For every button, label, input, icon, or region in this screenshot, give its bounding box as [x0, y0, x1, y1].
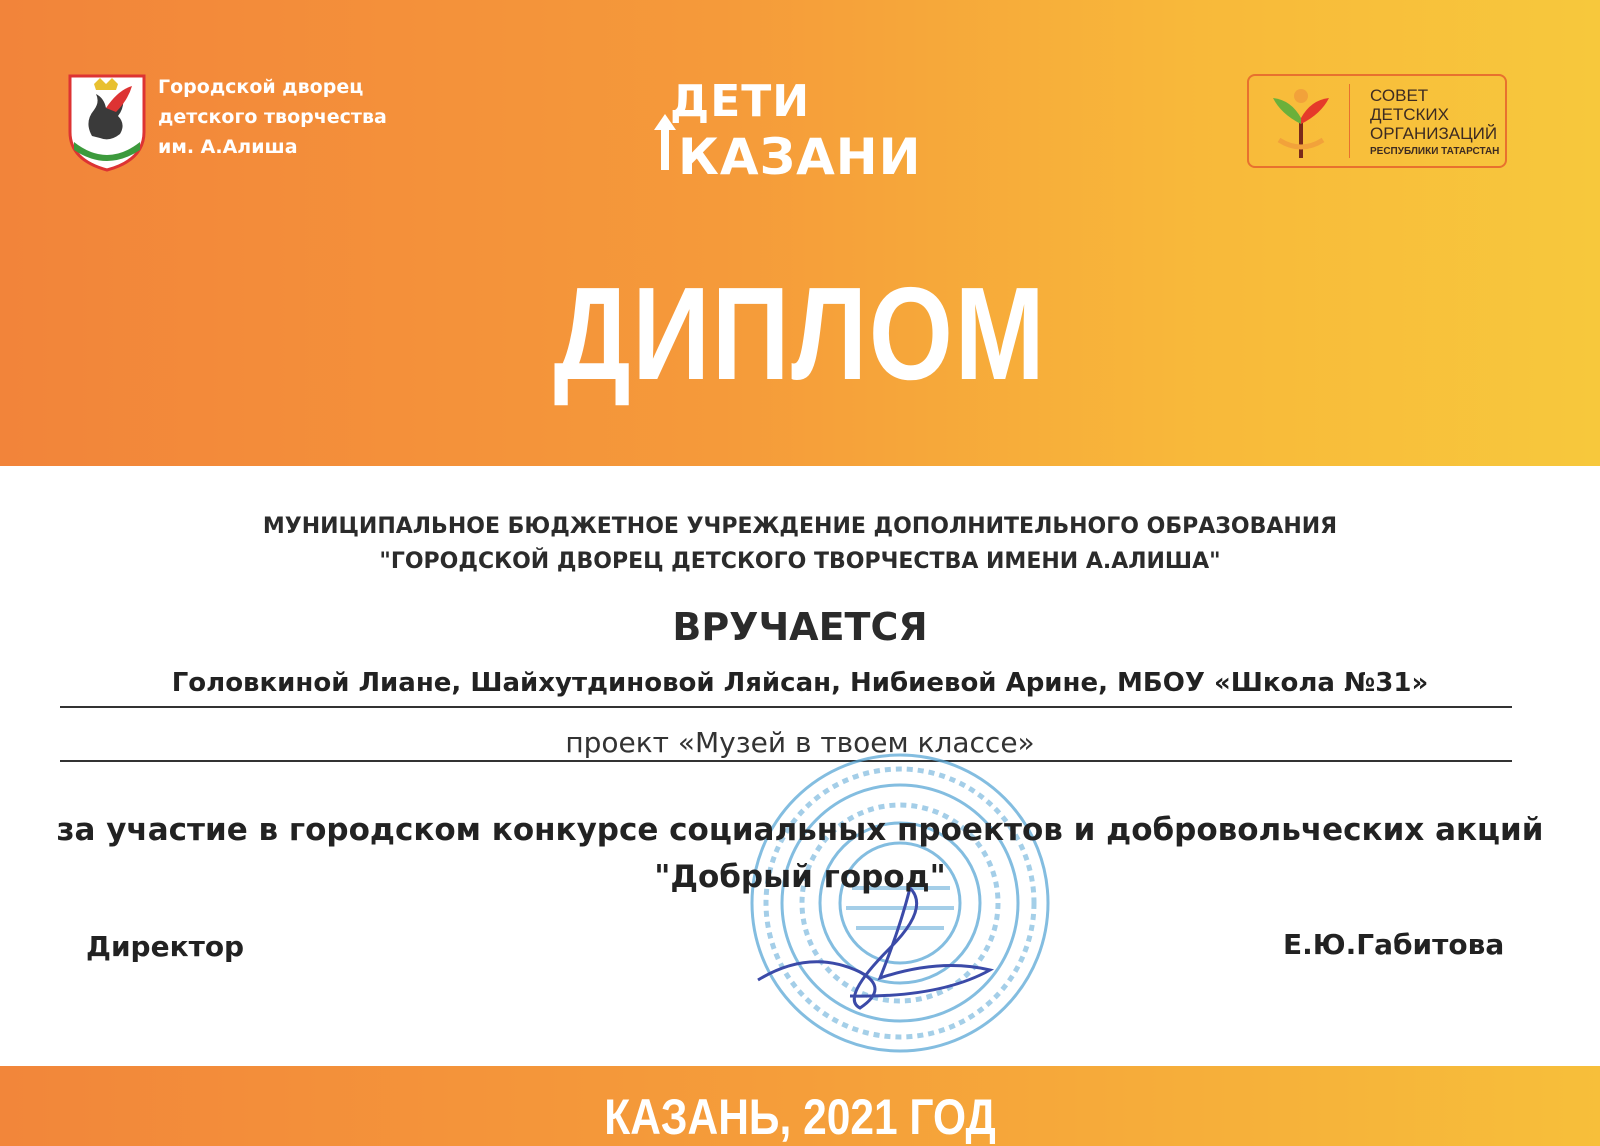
- footer-text: КАЗАНЬ, 2021 ГОД: [604, 1089, 996, 1145]
- institution-line1: МУНИЦИПАЛЬНОЕ БЮДЖЕТНОЕ УЧРЕЖДЕНИЕ ДОПОЛНИТЕЛЬНОГО ОБРАЗОВАНИЯ: [262, 514, 1338, 539]
- left-org-line1: Городской дворец: [158, 76, 364, 98]
- recipients-underline: [60, 706, 1512, 708]
- project-name: проект «Музей в твоем классе»: [565, 726, 1035, 759]
- council-text: [1370, 86, 1499, 161]
- council-line1: СОВЕТ: [1370, 86, 1429, 105]
- left-org-line2: детского творчества: [158, 106, 387, 128]
- reason-line2: "Добрый город": [654, 859, 946, 895]
- logo-divider: [1349, 84, 1350, 158]
- official-stamp: [740, 748, 1060, 1058]
- council-logo: [1247, 74, 1507, 168]
- left-org-line3: им. А.Алиша: [158, 136, 298, 158]
- council-line4: РЕСПУБЛИКИ ТАТАРСТАН: [1370, 146, 1500, 157]
- kazan-coat-of-arms-icon: [66, 72, 148, 172]
- logo-line1: ДЕТИ: [670, 76, 811, 127]
- director-name: Е.Ю.Габитова: [1283, 928, 1505, 961]
- awarded-heading: ВРУЧАЕТСЯ: [672, 605, 928, 649]
- logo-line2: КАЗАНИ: [678, 128, 922, 186]
- deti-kazani-logo: [650, 66, 940, 206]
- left-org-name: [158, 72, 387, 162]
- council-line2: ДЕТСКИХ: [1370, 105, 1449, 124]
- recipients: Головкиной Лиане, Шайхутдиновой Ляйсан, Нибиевой Арине, МБОУ «Школа №31»: [171, 668, 1429, 698]
- reason-line1: за участие в городском конкурсе социальных проектов и добровольческих акций: [56, 812, 1544, 848]
- institution-line2: "ГОРОДСКОЙ ДВОРЕЦ ДЕТСКОГО ТВОРЧЕСТВА ИМЕНИ А.АЛИША": [379, 549, 1221, 574]
- sprout-emblem-icon: [1261, 84, 1341, 160]
- council-line3: ОРГАНИЗАЦИЙ: [1370, 124, 1498, 143]
- director-label: Директор: [86, 930, 245, 963]
- diploma-title: ДИПЛОМ: [553, 260, 1047, 407]
